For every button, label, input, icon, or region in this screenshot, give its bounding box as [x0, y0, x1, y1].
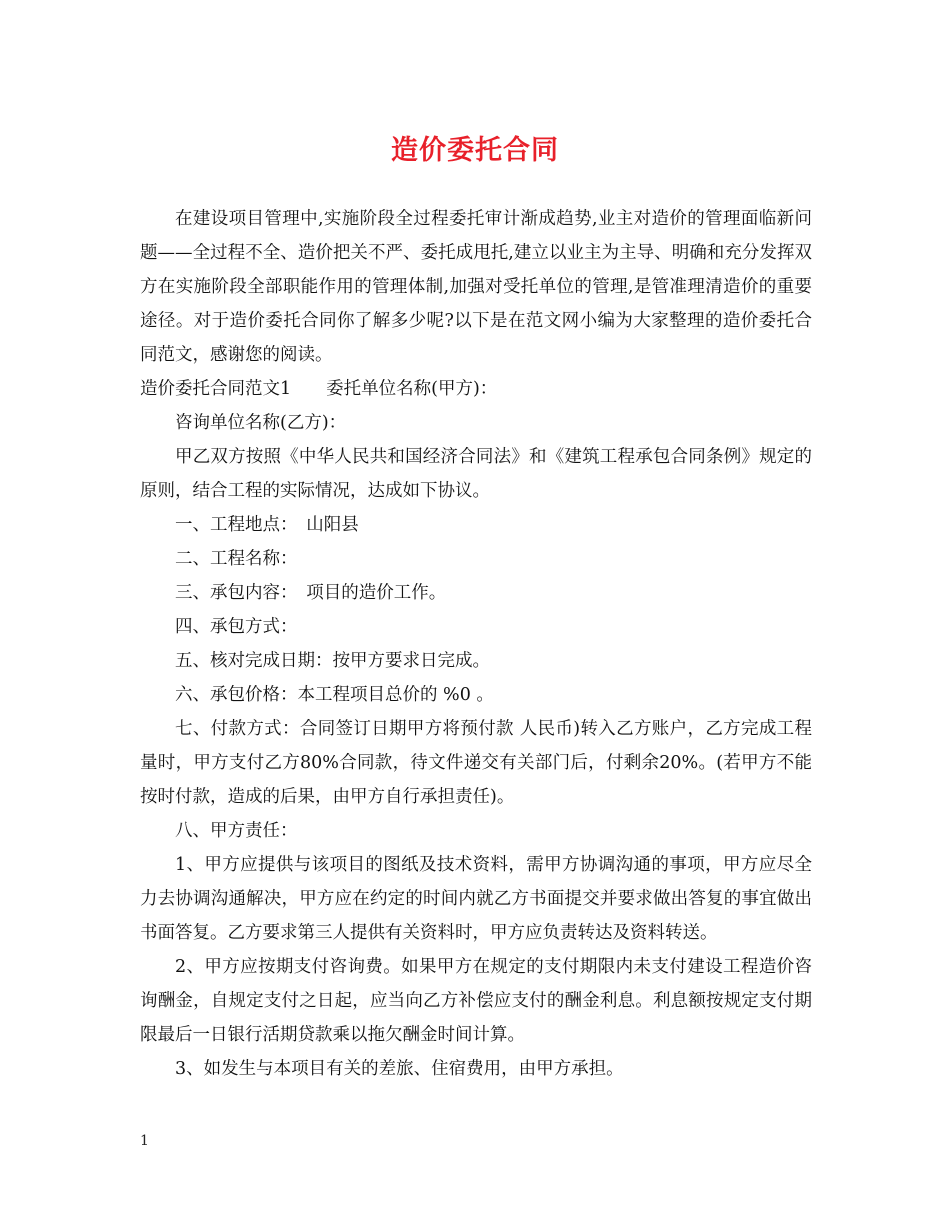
clause-party-a-responsibilities: 八、甲方责任：	[175, 821, 298, 841]
page-number: 1	[140, 1133, 149, 1149]
clause-location: 一、工程地点： 山阳县	[175, 515, 359, 535]
party-a-duty-1: 1、甲方应提供与该项目的图纸及技术资料，需甲方协调沟通的事项，甲方应尽全力去协调沟通解决，甲方应在约定的时间内就乙方书面提交并要求做出答复的事宜做出书面答复。乙方要求第三人提供有关资料时，甲方应负责转达及资料转送。	[140, 855, 812, 943]
party-b-line: 咨询单位名称(乙方)：	[175, 413, 347, 433]
party-a-duty-3: 3、如发生与本项目有关的差旅、住宿费用，由甲方承担。	[175, 1059, 624, 1079]
document-body	[140, 202, 812, 1086]
party-a-duty-2: 2、甲方应按期支付咨询费。如果甲方在规定的支付期限内未支付建设工程造价咨询酬金，自规定支付之日起，应当向乙方补偿应支付的酬金利息。利息额按规定支付期限最后一日银行活期贷款乘以拖欠酬金时间计算。	[140, 957, 812, 1045]
clause-contract-content: 三、承包内容： 项目的造价工作。	[175, 583, 447, 603]
clause-contract-price: 六、承包价格：本工程项目总价的 %0 。	[175, 685, 494, 705]
intro-paragraph: 在建设项目管理中,实施阶段全过程委托审计渐成趋势,业主对造价的管理面临新问题——全过程不全、造价把关不严、委托成甩托,建立以业主为主导、明确和充分发挥双方在实施阶段全部职能作用的管理体制,加强对受托单位的管理,是管准理清造价的重要途径。对于造价委托合同你了解多少呢?以下是在范文网小编为大家整理的造价委托合同范文，感谢您的阅读。	[140, 209, 812, 365]
clause-payment-method: 七、付款方式：合同签订日期甲方将预付款 人民币)转入乙方账户，乙方完成工程量时，甲方支付乙方80%合同款，待文件递交有关部门后，付剩余20%。(若甲方不能按时付款，造成的后果，由甲方自行承担责任)。	[140, 719, 812, 807]
clause-contract-method: 四、承包方式：	[175, 617, 298, 637]
clause-project-name: 二、工程名称：	[175, 549, 298, 569]
document-title: 造价委托合同	[391, 135, 559, 166]
clause-completion-date: 五、核对完成日期：按甲方要求日完成。	[175, 651, 490, 671]
agreement-basis-paragraph: 甲乙双方按照《中华人民共和国经济合同法》和《建筑工程承包合同条例》规定的原则，结合工程的实际情况，达成如下协议。	[140, 447, 812, 501]
sample-heading: 造价委托合同范文1 委托单位名称(甲方)：	[140, 379, 498, 399]
